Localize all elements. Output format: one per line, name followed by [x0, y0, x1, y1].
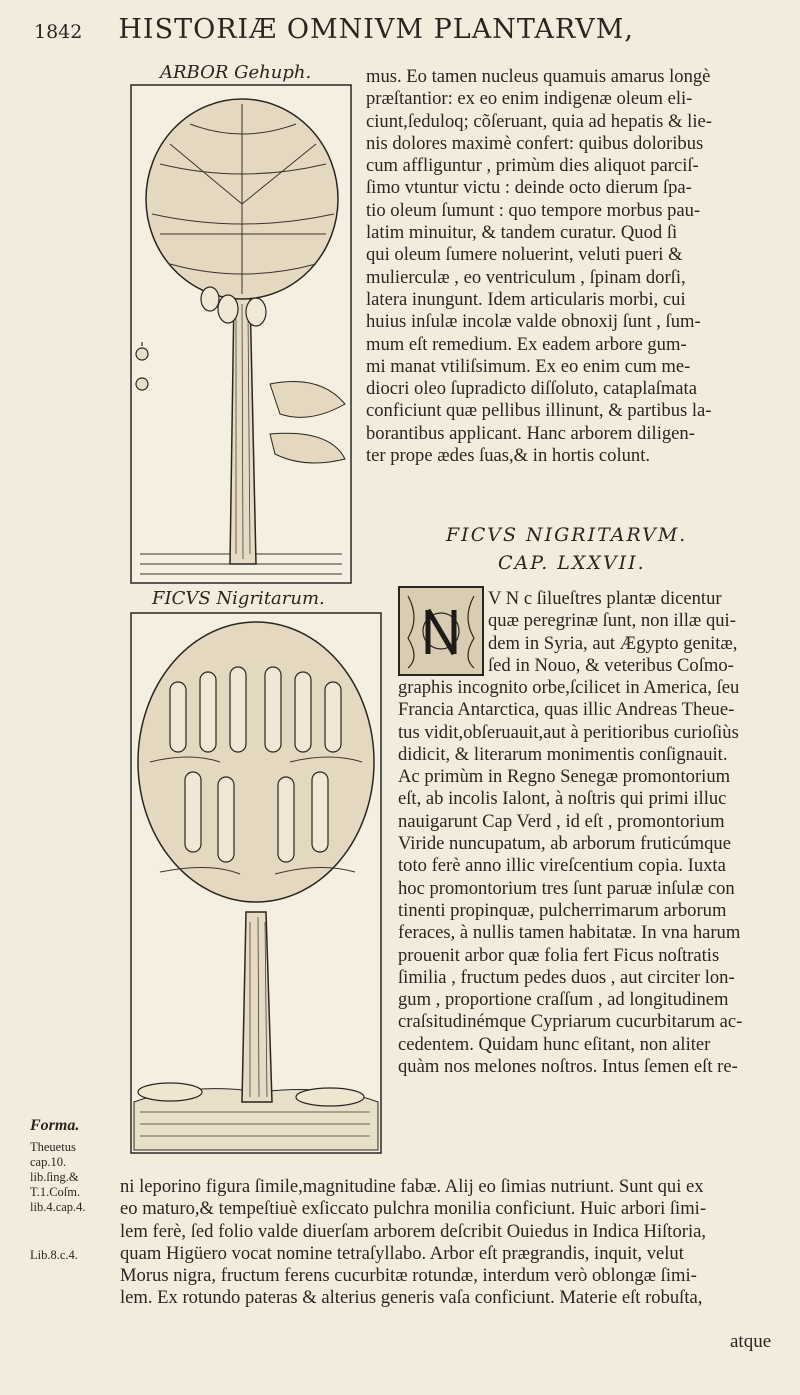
text-line: quæ peregrinæ ſunt, non illæ qui- [488, 610, 736, 632]
text-line: mus. Eo tamen nucleus quamuis amarus longè [366, 66, 711, 87]
text-line: Viride nuncupatum, ab arborum fruticúmque [398, 833, 731, 855]
text-line: latera inungunt. Idem articularis morbi, cui [366, 288, 686, 310]
text-line: Francia Antarctica, quas illic Andreas Theue- [398, 699, 735, 721]
text-line: ciunt,ſeduloq; cõſeruant, quia ad hepatis & lie- [366, 110, 712, 132]
tree-illustration [130, 84, 352, 584]
text-line: tus vidit,obſeruauit,aut à peritioribus curioſiùs [398, 721, 739, 743]
text-line: diocri oleo ſupradicto diſſoluto, cataplaſmata [366, 378, 697, 400]
chapter-title: FICVS NIGRITARVM. [446, 524, 688, 546]
text-line: lem ferè, ſed folio valde diuerſam arborem deſcribit Ouiedus in Indica Hiſtoria, [120, 1220, 707, 1242]
text-line: dem in Syria, aut Ægypto genitæ, [488, 632, 738, 654]
margin-ref: cap.10. [30, 1155, 67, 1169]
text-column-upper [366, 66, 712, 467]
text-line: latim minuitur, & tandem curatur. Quod ſi [366, 222, 678, 244]
text-line: qui oleum ſumere noluerint, veluti pueri & [366, 244, 683, 266]
text-line: ſed in Nouo, & veteribus Coſmo- [488, 654, 734, 676]
margin-ref: lib.ſing.& [30, 1170, 79, 1184]
text-line: cedentem. Quidam hunc eſitant, non aliter [398, 1033, 711, 1055]
margin-ref: Theuetus [30, 1140, 76, 1154]
margin-note-refs [30, 1140, 86, 1215]
chapter-number: CAP. LXXVII. [498, 552, 646, 574]
text-line: gum , proportione craſſum , ad longitudinem [398, 989, 729, 1011]
margin-note-lib8: Lib.8.c.4. [30, 1248, 78, 1262]
text-line: cum affliguntur , primùm dies aliquot parciſ- [366, 155, 699, 177]
text-line: tinenti propinquæ, pulcherrimarum arborum [398, 899, 727, 921]
margin-ref: T.1.Coſm. [30, 1185, 81, 1199]
text-line: eſt, ab incolis Ialont, à noſtris qui primi illuc [398, 788, 727, 810]
text-column-lower [398, 677, 742, 1078]
ficus-nigritarum-woodcut [130, 612, 382, 1154]
text-column-lower-indented [488, 588, 737, 677]
decorated-initial [398, 586, 484, 676]
text-line: nis dolores maximè confert: quibus doloribus [366, 132, 704, 154]
margin-label-forma: Forma. [30, 1117, 80, 1134]
text-line: ſimo vtuntur victu : deinde octo dierum ſpa- [366, 177, 692, 199]
text-line: quàm nos melones noſtros. Intus ſemen eſt re- [398, 1056, 738, 1078]
text-line: ter prope ædes ſuas,& in hortis colunt. [366, 445, 651, 467]
text-line: prouenit arbor quæ folia fert Ficus noſtratis [398, 944, 720, 966]
text-line: quam Higüero vocat nomine tetraſyllabo. Arbor eſt prægrandis, inquit, velut [120, 1242, 684, 1264]
running-title: HISTORIÆ OMNIVM PLANTARVM, [118, 14, 634, 45]
text-line: conficiunt quæ pellibus illinunt, & partibus la- [366, 400, 712, 422]
text-line: nauigarunt Cap Verd , id eſt , promontorium [398, 810, 725, 832]
margin-ref: lib.4.cap.4. [30, 1200, 86, 1214]
text-full-width [120, 1176, 706, 1310]
text-line: feraces, à nullis tamen habitatæ. In vna harum [398, 922, 741, 944]
page-number: 1842 [34, 21, 83, 43]
text-line: craſsitudinémque Cypriarum cucurbitarum ac- [398, 1011, 743, 1033]
top-figure-caption: ARBOR Gehuph. [160, 62, 312, 83]
text-line: Morus nigra, fructum ferens cucurbitæ rotundæ, interdum verò oblongæ ſimi- [120, 1265, 697, 1287]
text-line: toto ferè anno illic vireſcentium copia. Iuxta [398, 855, 726, 877]
text-line: mulierculæ , eo ventriculum , ſpinam dorſi, [366, 266, 686, 288]
text-line: ni leporino figura ſimile,magnitudine fabæ. Alij eo ſimias nutriunt. Sunt qui ex [120, 1176, 704, 1197]
bottom-figure-caption: FICVS Nigritarum. [152, 588, 325, 609]
text-line: lem. Ex rotundo pateras & alterius generis vaſa conficiunt. Materie eſt robuſta, [120, 1287, 703, 1309]
text-line: mum eſt remedium. Ex eadem arbore gum- [366, 333, 687, 355]
text-line: tio oleum ſumunt : quo tempore morbus pau- [366, 199, 701, 221]
text-line: V N c ſilueſtres plantæ dicentur [488, 588, 722, 609]
text-line: hoc promontorium tres ſunt paruæ inſulæ con [398, 877, 735, 899]
text-line: mi manat vtiliſsimum. Ex eo enim cum me- [366, 355, 691, 377]
text-line: ſimilia , fructum pedes duos , aut circiter lon- [398, 966, 735, 988]
initial-ornament [400, 588, 482, 674]
ficus-illustration [130, 612, 382, 1154]
text-line: eo maturo,& tempeſtiuè exſiccato pulchra monilia conficiunt. Huic arbori ſimi- [120, 1198, 707, 1220]
text-line: præſtantior: ex eo enim indigenæ oleum eli- [366, 88, 693, 110]
text-line: huius inſulæ incolæ valde obnoxij ſunt , ſum- [366, 311, 701, 333]
margin-note-forma [30, 1118, 79, 1134]
running-header [34, 14, 774, 45]
text-line: borantibus applicant. Hanc arborem diligen- [366, 422, 695, 444]
text-line: didicit, & literarum monimentis conſignauit. [398, 743, 728, 765]
text-line: graphis incognito orbe,ſcilicet in America, ſeu [398, 677, 740, 698]
catchword: atque [730, 1331, 772, 1352]
gehuph-tree-woodcut [130, 84, 352, 584]
text-line: Ac primùm in Regno Senegæ promontorium [398, 766, 731, 788]
